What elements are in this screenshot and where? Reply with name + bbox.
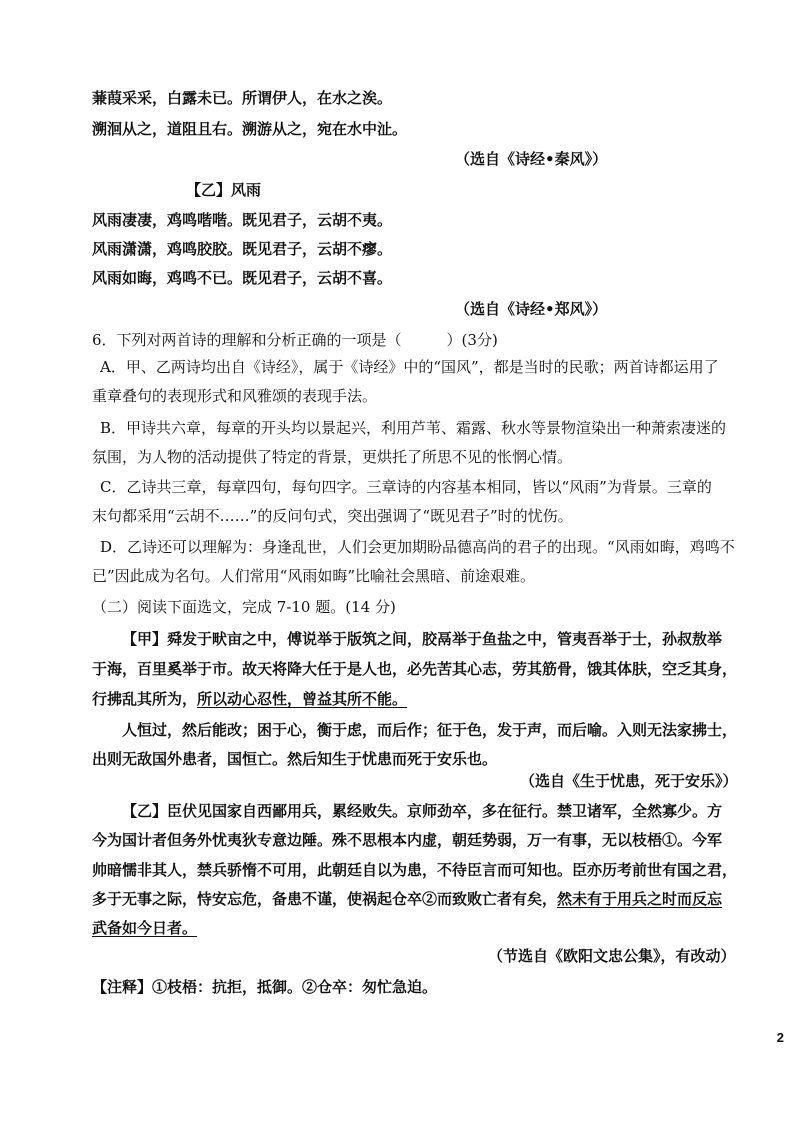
underlined-sentence: 所以动心忍性，曾益其所不能。	[197, 690, 408, 708]
passage-jia-line: 出则无敌国外患者，国恒亡。然后知生于忧患而死于安乐也。	[92, 750, 498, 768]
underlined-sentence-cont: 武备如今日者。	[92, 919, 198, 937]
option-b-cont: 氛围，为人物的活动提供了特定的背景，更烘托了所思不见的怅惘心情。	[92, 448, 573, 466]
passage-jia-line: 于海，百里奚举于市。故天将降大任于是人也，必先苦其心志，劳其筋骨，饿其体肤，空乏其身，	[92, 660, 738, 678]
question-6-stem: 6．下列对两首诗的理解和分析正确的一项是（ ）(3分)	[92, 331, 498, 349]
option-c-cont: 末句都采用“云胡不……”的反问句式，突出强调了“既见君子”时的忧伤。	[92, 507, 573, 525]
poem-yi-line: 风雨凄凄，鸡鸣喈喈。既见君子，云胡不夷。	[92, 211, 393, 229]
passage-yi-text: 多于无事之际，恃安忘危，备患不谨，使祸起仓卒②而致败亡者有矣，	[92, 890, 558, 908]
poem-yi-line: 风雨潇潇，鸡鸣胶胶。既见君子，云胡不瘳。	[92, 240, 393, 258]
poem-yi-title: 【乙】风雨	[186, 181, 262, 199]
passage-yi-line: 帅暗懦非其人，禁兵骄惰不可用，此朝廷自以为患，不待臣言而可知也。臣亦历考前世有国之君，	[92, 861, 738, 879]
passage-jia-source: （选自《生于忧患，死于安乐》）	[520, 772, 738, 790]
passage-yi-line: 【乙】臣伏见国家自西鄙用兵，累经败失。京师劲卒，多在征行。禁卫诸军，全然寡少。方	[122, 802, 723, 820]
poem-jia-source: （选自《诗经•秦风》）	[455, 150, 608, 168]
poem-jia-line: 蒹葭采采，白露未已。所谓伊人，在水之涘。	[92, 89, 393, 107]
page-number: 2	[776, 1030, 784, 1045]
passage-yi-source: （节选自《欧阳文忠公集》，有改动）	[488, 947, 736, 965]
option-b: B．甲诗共六章，每章的开头均以景起兴，利用芦苇、霜露、秋水等景物渲染出一种萧索凄迷的	[100, 419, 727, 437]
passage-jia-line: 人恒过，然后能改；困于心，衡于虑，而后作；征于色，发于声，而后喻。入则无法家拂士，	[122, 721, 738, 739]
passage-yi-line	[92, 889, 722, 909]
poem-jia-line: 溯洄从之，道阻且右。溯游从之，宛在水中沚。	[92, 120, 408, 138]
option-c: C．乙诗共三章，每章四句，每句四字。三章诗的内容基本相同，皆以“风雨”为背景。三章的	[100, 478, 712, 496]
option-d-cont: 已”因此成为名句。人们常用“风雨如晦”比喻社会黑暗、前途艰难。	[92, 567, 536, 585]
option-d: D．乙诗还可以理解为：身逢乱世，人们会更加期盼品德高尚的君子的出现。“风雨如晦，鸡鸣不	[100, 538, 735, 556]
passage-jia-line	[92, 689, 407, 709]
passage-jia-line: 【甲】舜发于畎亩之中，傅说举于版筑之间，胶鬲举于鱼盐之中，管夷吾举于士，孙叔敖举	[122, 630, 723, 648]
option-a-cont: 重章叠句的表现形式和风雅颂的表现手法。	[92, 387, 378, 405]
section-heading: （二）阅读下面选文，完成 7-10 题。(14 分)	[92, 598, 396, 616]
poem-yi-source: （选自《诗经•郑风》）	[455, 300, 608, 318]
poem-yi-line: 风雨如晦，鸡鸣不已。既见君子，云胡不喜。	[92, 269, 393, 287]
passage-yi-line: 今为国计者但务外忧夷狄专意边陲。殊不思根本内虚，朝廷势弱，万一有事，无以枝梧①。今军	[92, 831, 723, 849]
annotation-notes: 【注释】①枝梧：抗拒，抵御。②仓卒：匆忙急迫。	[92, 978, 438, 996]
option-a: A．甲、乙两诗均出自《诗经》，属于《诗经》中的“国风”，都是当时的民歌；两首诗都运用了	[100, 358, 719, 376]
underlined-sentence: 然未有于用兵之时而反忘	[557, 890, 723, 908]
passage-jia-text: 行拂乱其所为，	[92, 690, 198, 708]
